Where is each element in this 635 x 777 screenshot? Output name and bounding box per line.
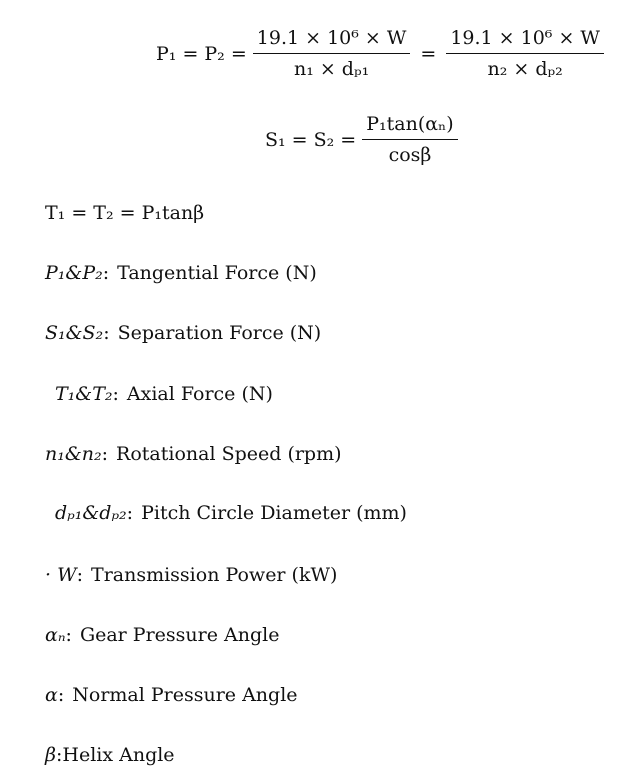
- separation-force-equation: [265, 112, 464, 167]
- equals-sign: =: [420, 42, 437, 65]
- definition-transmission-power: [45, 563, 337, 587]
- definition-description: Transmission Power (kW): [91, 564, 338, 586]
- definition-description: Normal Pressure Angle: [72, 684, 298, 706]
- fraction-1: [253, 26, 411, 81]
- equation-lhs: S₁ = S₂ =: [265, 128, 357, 151]
- definition-tangential-force: [45, 261, 317, 285]
- definition-separator: :: [102, 262, 110, 284]
- definition-symbol: T₁&T₂: [55, 383, 113, 405]
- definition-description: Helix Angle: [62, 744, 175, 766]
- definition-separation-force: [45, 321, 321, 345]
- definition-separator: :: [101, 443, 109, 465]
- definition-normal-pressure-angle: [45, 683, 298, 707]
- fraction-1-denominator: n₁ × dₚ₁: [293, 58, 370, 80]
- definition-helix-angle: [45, 743, 175, 767]
- definition-separator: :: [57, 684, 65, 706]
- definition-symbol: S₁&S₂: [45, 322, 104, 344]
- definition-description: Tangential Force (N): [117, 262, 317, 284]
- fraction-2: [446, 26, 604, 81]
- definition-description: Pitch Circle Diameter (mm): [141, 502, 407, 524]
- definition-symbol: dₚ₁&dₚ₂: [55, 502, 127, 524]
- definition-separator: :: [103, 322, 110, 344]
- fraction-separation: [362, 112, 457, 167]
- definition-symbol: α: [45, 684, 58, 706]
- definition-description: Rotational Speed (rpm): [116, 443, 342, 465]
- fraction-2-denominator: n₂ × dₚ₂: [487, 58, 563, 80]
- definition-symbol: αₙ: [45, 624, 66, 646]
- definition-separator: :: [55, 744, 63, 766]
- fraction-2-numerator: 19.1 × 10⁶ × W: [446, 26, 604, 54]
- definition-symbol: n₁&n₂: [45, 443, 102, 465]
- definition-gear-pressure-angle: [45, 623, 279, 647]
- definition-separator: :: [76, 564, 84, 586]
- definition-rotational-speed: [45, 442, 342, 466]
- tangential-force-equation: [156, 26, 610, 81]
- definition-symbol: β: [45, 744, 56, 766]
- definition-separator: :: [65, 624, 72, 646]
- definition-symbol: · W: [45, 564, 77, 586]
- fraction-separation-denominator: cosβ: [388, 144, 432, 166]
- definition-pitch-circle-diameter: [55, 501, 407, 525]
- definition-separator: :: [126, 502, 134, 524]
- definition-description: Separation Force (N): [117, 322, 322, 344]
- equation-lhs: P₁ = P₂ =: [156, 42, 247, 65]
- definition-description: Axial Force (N): [126, 383, 273, 405]
- fraction-separation-numerator: P₁tan(αₙ): [362, 112, 457, 140]
- definition-description: Gear Pressure Angle: [79, 624, 280, 646]
- definition-axial-force: [55, 382, 273, 406]
- fraction-1-numerator: 19.1 × 10⁶ × W: [253, 26, 411, 54]
- definition-separator: :: [112, 383, 119, 405]
- definition-symbol: P₁&P₂: [45, 262, 103, 284]
- axial-force-equation: T₁ = T₂ = P₁tanβ: [45, 202, 205, 224]
